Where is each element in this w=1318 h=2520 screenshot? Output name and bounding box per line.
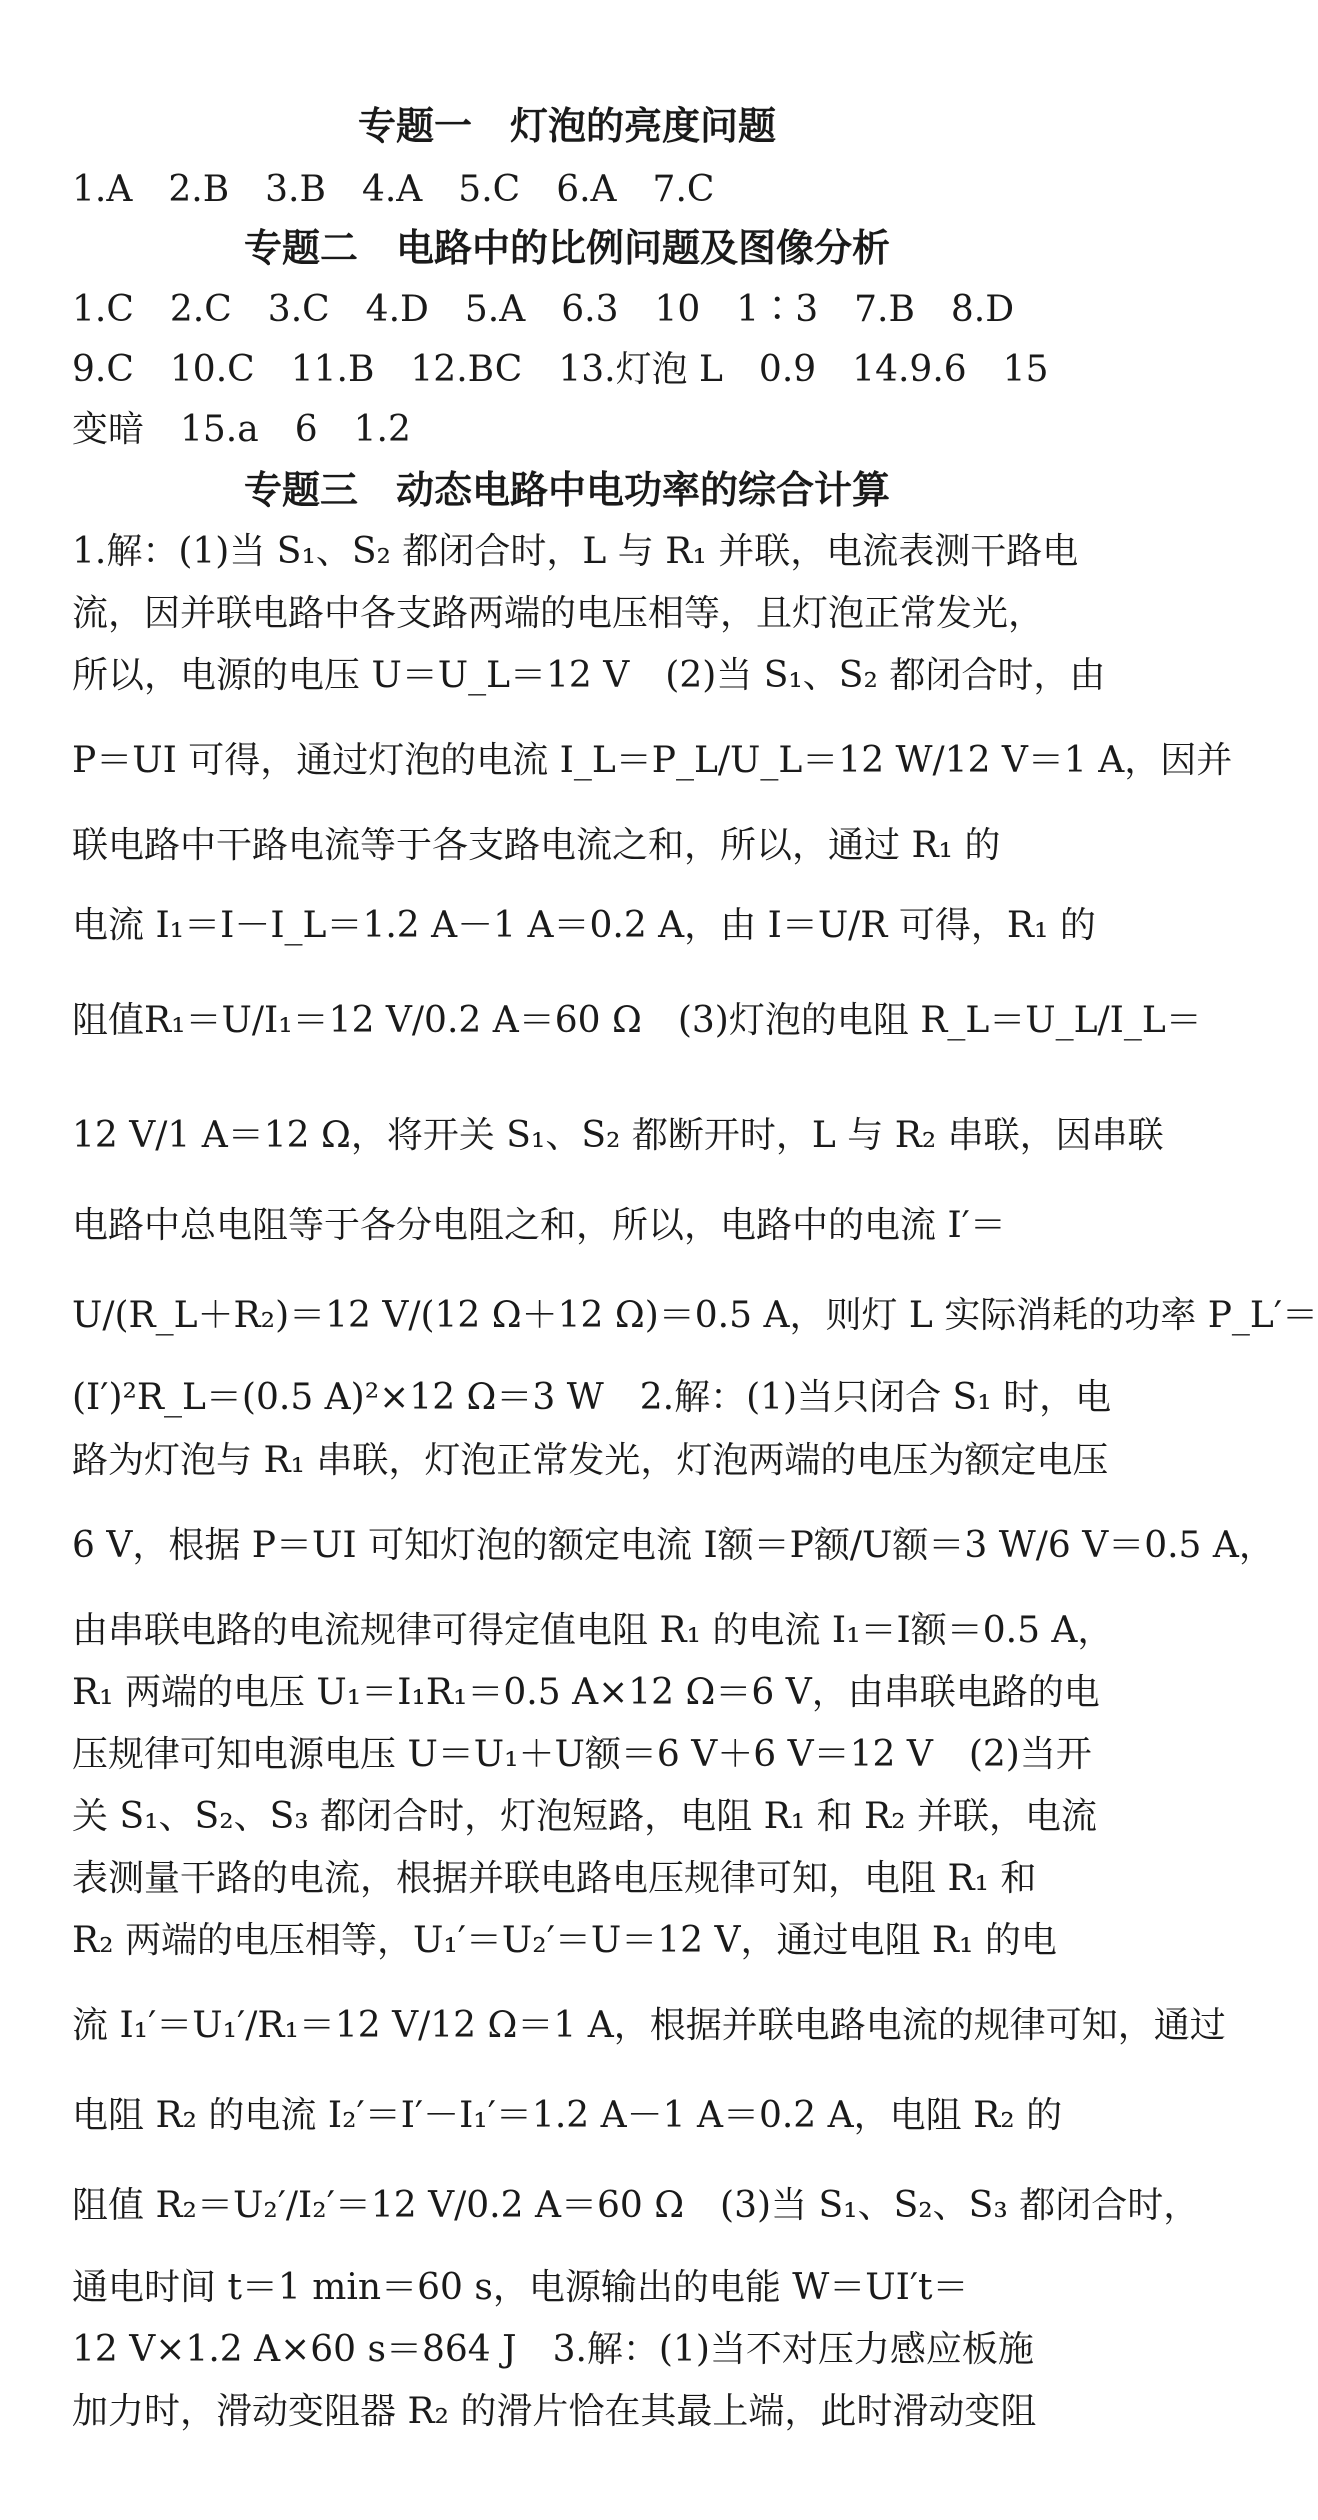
section1-title: 专题一 灯泡的亮度问题 — [357, 104, 776, 148]
section3-line-25: 加力时，滑动变阻器 R₂ 的滑片恰在其最上端，此时滑动变阻 — [72, 2391, 1037, 2432]
section3-line-11: (I′)²R_L＝(0.5 A)²×12 Ω＝3 W 2.解：(1)当只闭合 S₁ 时，电 — [72, 1377, 1112, 1418]
section2-line-1: 1.C 2.C 3.C 4.D 5.A 6.3 10 1∶3 7.B 8.D — [72, 289, 1015, 330]
section3-line-18: 表测量干路的电流，根据并联电路电压规律可知，电阻 R₁ 和 — [72, 1858, 1037, 1899]
section3-line-21: 电阻 R₂ 的电流 I₂′＝I′－I₁′＝1.2 A－1 A＝0.2 A，电阻 R₂ 的 — [72, 2095, 1063, 2136]
section3-line-1: 1.解：(1)当 S₁、S₂ 都闭合时，L 与 R₁ 并联，电流表测干路电 — [72, 531, 1079, 572]
section2-line-3: 变暗 15.a 6 1.2 — [72, 409, 411, 450]
section3-line-7: 阻值R₁＝U/I₁＝12 V/0.2 A＝60 Ω (3)灯泡的电阻 R_L＝U_L/I_L＝ — [72, 1000, 1202, 1041]
section3-line-3: 所以，电源的电压 U＝U_L＝12 V (2)当 S₁、S₂ 都闭合时，由 — [72, 655, 1106, 696]
section3-line-22: 阻值 R₂＝U₂′/I₂′＝12 V/0.2 A＝60 Ω (3)当 S₁、S₂、S₃ 都闭合时， — [72, 2185, 1200, 2226]
section3-line-19: R₂ 两端的电压相等，U₁′＝U₂′＝U＝12 V，通过电阻 R₁ 的电 — [72, 1920, 1057, 1961]
section3-line-12: 路为灯泡与 R₁ 串联，灯泡正常发光，灯泡两端的电压为额定电压 — [72, 1440, 1109, 1481]
section3-line-15: R₁ 两端的电压 U₁＝I₁R₁＝0.5 A×12 Ω＝6 V，由串联电路的电 — [72, 1672, 1100, 1713]
section1-answers: 1.A 2.B 3.B 4.A 5.C 6.A 7.C — [72, 169, 715, 210]
section3-line-13: 6 V，根据 P＝UI 可知灯泡的额定电流 I额＝P额/U额＝3 W/6 V＝0.5 A， — [72, 1525, 1275, 1566]
section3-line-23: 通电时间 t＝1 min＝60 s，电源输出的电能 W＝UI′t＝ — [72, 2267, 969, 2308]
section3-line-4: P＝UI 可得，通过灯泡的电流 I_L＝P_L/U_L＝12 W/12 V＝1 A，因并 — [72, 740, 1233, 781]
section3-line-24: 12 V×1.2 A×60 s＝864 J 3.解：(1)当不对压力感应板施 — [72, 2329, 1034, 2370]
section3-line-8: 12 V/1 A＝12 Ω，将开关 S₁、S₂ 都断开时，L 与 R₂ 串联，因串联 — [72, 1115, 1164, 1156]
section2-line-2: 9.C 10.C 11.B 12.BC 13.灯泡 L 0.9 14.9.6 15 — [72, 349, 1049, 390]
section3-line-2: 流，因并联电路中各支路两端的电压相等，且灯泡正常发光， — [72, 593, 1045, 634]
section3-line-9: 电路中总电阻等于各分电阻之和，所以，电路中的电流 I′＝ — [72, 1205, 1006, 1246]
section3-line-14: 由串联电路的电流规律可得定值电阻 R₁ 的电流 I₁＝I额＝0.5 A， — [72, 1610, 1114, 1651]
section3-title: 专题三 动态电路中电功率的综合计算 — [243, 468, 890, 512]
section3-line-17: 关 S₁、S₂、S₃ 都闭合时，灯泡短路，电阻 R₁ 和 R₂ 并联，电流 — [72, 1796, 1098, 1837]
section3-line-16: 压规律可知电源电压 U＝U₁＋U额＝6 V＋6 V＝12 V (2)当开 — [72, 1734, 1092, 1775]
section3-line-6: 电流 I₁＝I－I_L＝1.2 A－1 A＝0.2 A，由 I＝U/R 可得，R₁ 的 — [72, 905, 1096, 946]
section3-line-20: 流 I₁′＝U₁′/R₁＝12 V/12 Ω＝1 A，根据并联电路电流的规律可知，通过 — [72, 2005, 1226, 2046]
section3-line-5: 联电路中干路电流等于各支路电流之和，所以，通过 R₁ 的 — [72, 825, 1001, 866]
section2-title: 专题二 电路中的比例问题及图像分析 — [243, 226, 890, 270]
section3-line-10: U/(R_L＋R₂)＝12 V/(12 Ω＋12 Ω)＝0.5 A，则灯 L 实际消耗的功率 P_L′＝ — [72, 1295, 1318, 1336]
